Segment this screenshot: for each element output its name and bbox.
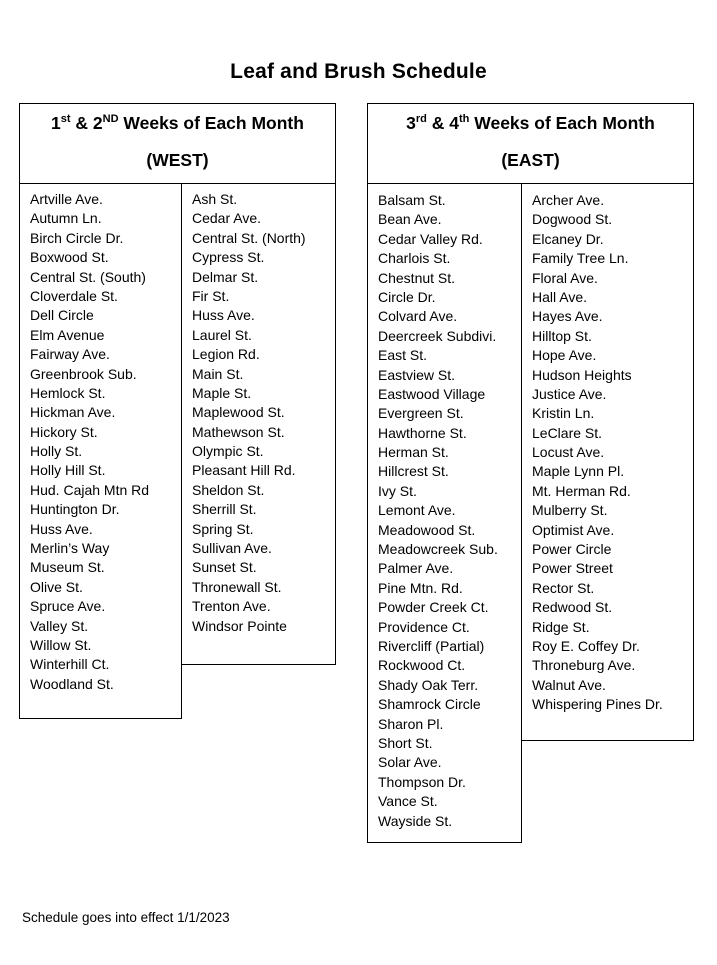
west-week-suffix-2: ND — [102, 113, 119, 126]
street-item: Herman St. — [378, 444, 449, 461]
street-item: Holly Hill St. — [30, 462, 106, 479]
street-item: Central St. (North) — [192, 229, 306, 246]
street-item: Central St. (South) — [30, 268, 146, 285]
street-item: Pleasant Hill Rd. — [192, 462, 296, 479]
street-item: Windsor Pointe — [192, 617, 287, 634]
street-item: Merlin’s Way — [30, 540, 110, 557]
east-week-number-2: 4 — [449, 113, 460, 133]
street-item: Mulberry St. — [532, 502, 608, 519]
street-item: Hawthorne St. — [378, 424, 467, 441]
street-item: Sunset St. — [192, 559, 257, 576]
street-item: Providence Ct. — [378, 618, 470, 635]
street-item: Sullivan Ave. — [192, 540, 272, 557]
street-item: Thompson Dr. — [378, 773, 466, 790]
east-header-weeks — [368, 113, 693, 134]
street-item: Solar Ave. — [378, 754, 442, 771]
effective-date-note: Schedule goes into effect 1/1/2023 — [22, 910, 230, 925]
street-item: Sherrill St. — [192, 501, 257, 518]
street-item: Sheldon St. — [192, 481, 265, 498]
street-item: Huntington Dr. — [30, 501, 120, 518]
street-item: Cypress St. — [192, 249, 265, 266]
street-item: Cedar Valley Rd. — [378, 230, 483, 247]
street-item: Rector St. — [532, 579, 595, 596]
street-item: Rivercliff (Partial) — [378, 637, 485, 654]
street-item: Redwood St. — [532, 599, 613, 616]
west-week-number-1: 1 — [51, 113, 61, 133]
street-item: Trenton Ave. — [192, 598, 271, 615]
east-weeks-text: Weeks of Each Month — [469, 113, 655, 133]
east-week-suffix-2: th — [459, 113, 470, 126]
street-item: Kristin Ln. — [532, 405, 595, 422]
street-item: Cloverdale St. — [30, 287, 118, 304]
street-item: Floral Ave. — [532, 269, 598, 286]
street-item: Vance St. — [378, 793, 438, 810]
street-item: Meadowcreek Sub. — [378, 541, 498, 558]
street-item: Dogwood St. — [532, 211, 613, 228]
street-item: Balsam St. — [378, 192, 446, 208]
street-item: Rockwood Ct. — [378, 657, 466, 674]
street-item: Winterhill Ct. — [30, 656, 110, 673]
street-item: Main St. — [192, 365, 244, 382]
street-item: Optimist Ave. — [532, 521, 615, 538]
street-item: Elm Avenue — [30, 326, 105, 343]
east-region-label: (EAST) — [501, 150, 560, 170]
street-item: Legion Rd. — [192, 346, 260, 363]
street-item: Hope Ave. — [532, 347, 597, 364]
street-item: Eastview St. — [378, 366, 456, 383]
west-week-number-2: 2 — [92, 113, 103, 133]
street-item: Hall Ave. — [532, 288, 587, 305]
street-item: Hilltop St. — [532, 327, 592, 344]
west-region-label: (WEST) — [146, 150, 209, 170]
street-item: Eastwood Village — [378, 385, 486, 402]
street-item: Woodland St. — [30, 675, 114, 692]
street-item: Fir St. — [192, 287, 230, 304]
street-item: Circle Dr. — [378, 288, 436, 305]
street-item: Family Tree Ln. — [532, 250, 629, 267]
street-item: Chestnut St. — [378, 269, 456, 286]
street-item: Huss Ave. — [192, 307, 255, 324]
street-item: Charlois St. — [378, 250, 451, 267]
street-item: Dell Circle — [30, 307, 94, 324]
street-item: Hudson Heights — [532, 366, 632, 383]
street-item: Locust Ave. — [532, 444, 605, 461]
street-item: Hud. Cajah Mtn Rd — [30, 481, 150, 498]
street-item: Shady Oak Terr. — [378, 676, 479, 693]
street-item: Elcaney Dr. — [532, 230, 604, 247]
street-item: Shamrock Circle — [378, 696, 481, 713]
street-item: Hickman Ave. — [30, 404, 116, 421]
street-item: Delmar St. — [192, 268, 259, 285]
street-item: Valley St. — [30, 617, 89, 634]
street-item: Power Circle — [532, 541, 612, 558]
west-street-list-1 — [19, 183, 182, 719]
street-item: Thronewall St. — [192, 578, 282, 595]
street-item: Evergreen St. — [378, 405, 464, 422]
street-item: Justice Ave. — [532, 385, 607, 402]
street-item: Museum St. — [30, 559, 105, 576]
east-header — [367, 103, 694, 184]
east-street-list-2 — [521, 183, 694, 741]
street-item: Mathewson St. — [192, 423, 285, 440]
street-item: LeClare St. — [532, 424, 603, 441]
street-item: Deercreek Subdivi. — [378, 327, 497, 344]
street-item: Whispering Pines Dr. — [532, 696, 663, 713]
street-item: Laurel St. — [192, 326, 252, 343]
street-item: Spruce Ave. — [30, 598, 106, 615]
street-item: Maple St. — [192, 384, 252, 401]
page-title: Leaf and Brush Schedule — [230, 60, 487, 83]
street-item: Ivy St. — [378, 482, 417, 499]
street-item: Lemont Ave. — [378, 502, 456, 519]
street-item: Autumn Ln. — [30, 210, 102, 227]
street-item: Spring St. — [192, 520, 254, 537]
street-item: Walnut Ave. — [532, 676, 606, 693]
street-item: Fairway Ave. — [30, 346, 110, 363]
street-item: Boxwood St. — [30, 249, 109, 266]
street-item: Palmer Ave. — [378, 560, 454, 577]
street-item: Hemlock St. — [30, 384, 106, 401]
street-item: Maplewood St. — [192, 404, 285, 421]
street-item: Pine Mtn. Rd. — [378, 579, 463, 596]
street-item: Artville Ave. — [30, 191, 103, 207]
west-ampersand: & — [70, 113, 93, 133]
west-week-suffix-1: st — [60, 113, 71, 126]
street-item: Ridge St. — [532, 618, 590, 635]
street-item: Throneburg Ave. — [532, 657, 636, 674]
street-item: Short St. — [378, 734, 433, 751]
street-item: Holly St. — [30, 443, 83, 460]
street-item: Maple Lynn Pl. — [532, 463, 625, 480]
east-week-number-1: 3 — [406, 113, 416, 133]
east-ampersand: & — [426, 113, 450, 133]
street-item: Willow St. — [30, 636, 92, 653]
street-item: Colvard Ave. — [378, 308, 458, 325]
west-street-list-2 — [181, 183, 336, 665]
street-item: Archer Ave. — [532, 192, 605, 208]
street-item: Olive St. — [30, 578, 83, 595]
street-item: Meadowood St. — [378, 521, 476, 538]
street-item: Cedar Ave. — [192, 210, 262, 227]
street-item: Roy E. Coffey Dr. — [532, 637, 640, 654]
street-item: Hillcrest St. — [378, 463, 449, 480]
west-header-weeks — [20, 113, 335, 134]
street-item: Wayside St. — [378, 812, 453, 829]
street-item: Bean Ave. — [378, 211, 442, 228]
street-item: Mt. Herman Rd. — [532, 482, 631, 499]
street-item: Olympic St. — [192, 443, 264, 460]
street-item: Birch Circle Dr. — [30, 229, 124, 246]
street-item: Hayes Ave. — [532, 308, 603, 325]
east-street-list-1 — [367, 183, 522, 843]
street-item: East St. — [378, 347, 428, 364]
west-header — [19, 103, 336, 184]
street-item: Hickory St. — [30, 423, 98, 440]
street-item: Power Street — [532, 560, 613, 577]
street-item: Ash St. — [192, 191, 238, 207]
street-item: Sharon Pl. — [378, 715, 444, 732]
east-week-suffix-1: rd — [415, 113, 427, 126]
street-item: Greenbrook Sub. — [30, 365, 137, 382]
street-item: Powder Creek Ct. — [378, 599, 489, 616]
west-weeks-text: Weeks of Each Month — [118, 113, 304, 133]
street-item: Huss Ave. — [30, 520, 93, 537]
